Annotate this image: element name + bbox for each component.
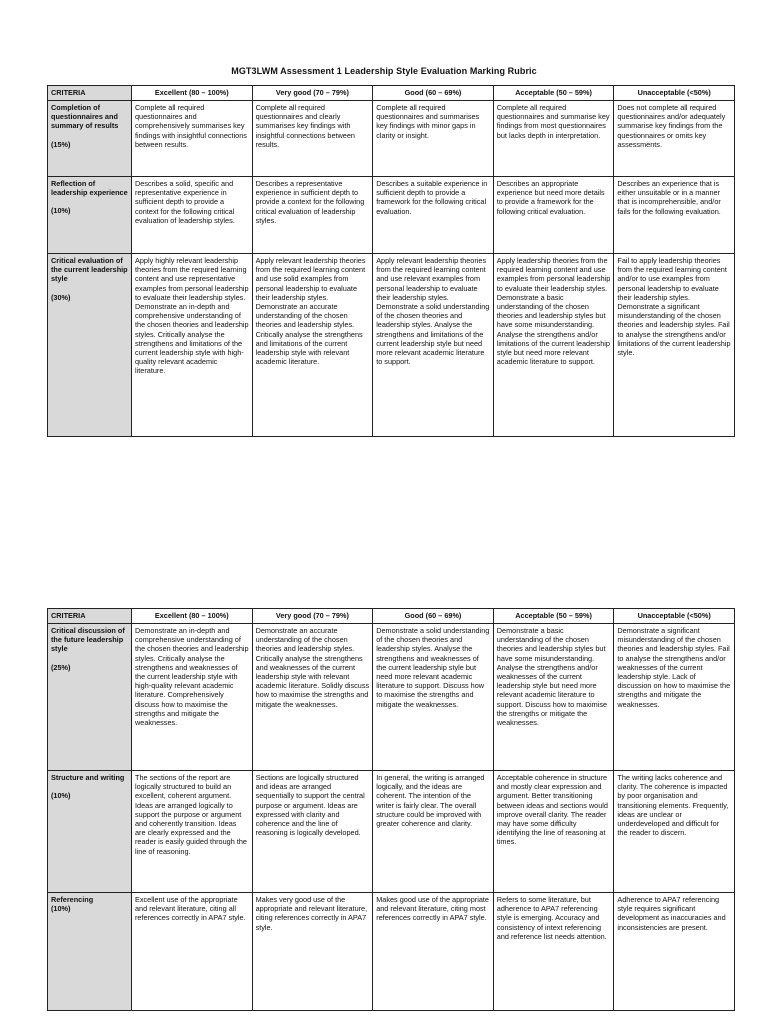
criterion-name: Structure and writing bbox=[51, 773, 125, 782]
criterion-weight: (10%) bbox=[51, 904, 71, 914]
header-unacceptable: Unacceptable (<50%) bbox=[614, 609, 735, 624]
descriptor-cell: Describes an experience that is either unsuitable or in a manner that is incomprehensible, and/or fails for the following evaluation. bbox=[614, 177, 735, 254]
table-row bbox=[48, 177, 735, 254]
criterion-weight: (10%) bbox=[51, 791, 71, 801]
descriptor-cell: Makes good use of the appropriate and relevant literature, citing most references correctly in APA7 style. bbox=[373, 893, 494, 1011]
descriptor-cell: Apply highly relevant leadership theories from the required learning content and use representative examples from personal leadership to evaluate their leadership styles. Demonstrate an in-depth and comprehensive understanding of the chosen theories and leadership styles. Critically analyse the strengthens and limitations of the current leadership style with high-quality relevant academic literature. bbox=[132, 254, 253, 437]
criterion-weight: (25%) bbox=[51, 662, 71, 672]
criterion-cell bbox=[48, 624, 132, 771]
criterion-cell bbox=[48, 177, 132, 254]
criterion-cell bbox=[48, 254, 132, 437]
descriptor-cell: Describes a representative experience in sufficient depth to provide a context for the following critical evaluation of leadership styles. bbox=[252, 177, 373, 254]
criterion-cell bbox=[48, 771, 132, 893]
header-acceptable: Acceptable (50 – 59%) bbox=[493, 609, 614, 624]
descriptor-cell: Demonstrate a basic understanding of the chosen theories and leadership styles but have some misunderstanding. Analyse the strengthens and/or weaknesses of the current leadership style but need more relevant academic literature to support. Discuss how to maximise the strengths or mitigate the weaknesses. bbox=[493, 624, 614, 771]
descriptor-cell: Describes a suitable experience in sufficient depth to provide a framework for the following critical evaluation. bbox=[373, 177, 494, 254]
criterion-weight: (30%) bbox=[51, 292, 71, 302]
header-unacceptable: Unacceptable (<50%) bbox=[614, 86, 735, 101]
header-very-good: Very good (70 – 79%) bbox=[252, 609, 373, 624]
descriptor-cell: Apply relevant leadership theories from the required learning content and use relevant examples from personal leadership to evaluate their leadership styles. Demonstrate a solid understanding of the chosen theories and leadership styles. Analyse the strengthens and limitations of the current leadership style but need more relevant academic literature to support. bbox=[373, 254, 494, 437]
descriptor-cell: The sections of the report are logically structured to build an excellent, coherent argument. Ideas are arranged logically to support the purpose or argument and coherently transition. Ideas are clearly expressed and the reader is easily guided through the line of reasoning. bbox=[132, 771, 253, 893]
descriptor-cell: Describes an appropriate experience but need more details to provide a framework for the following critical evaluation. bbox=[493, 177, 614, 254]
descriptor-cell: Fail to apply leadership theories from the required learning content and/or to use examples from personal leadership to evaluate their leadership styles. Demonstrate a significant misunderstanding of the chosen theories and leadership styles. Fail to analyse the strengthens and/or limitations of the current leadership style. bbox=[614, 254, 735, 437]
table-row bbox=[48, 624, 735, 771]
descriptor-cell: Sections are logically structured and ideas are arranged sequentially to support the central purpose or argument. Ideas are expressed with clarity and coherence and the line of reasoning is logically developed. bbox=[252, 771, 373, 893]
descriptor-cell: Complete all required questionnaires and summarise key findings from most questionnaires but lacks depth in interpretation. bbox=[493, 101, 614, 177]
document-title: MGT3LWM Assessment 1 Leadership Style Evaluation Marking Rubric bbox=[231, 66, 537, 76]
table-row bbox=[48, 771, 735, 893]
header-acceptable: Acceptable (50 – 59%) bbox=[493, 86, 614, 101]
descriptor-cell: Demonstrate a solid understanding of the chosen theories and leadership styles. Analyse the strengthens and weaknesses of the current leadership style but need more relevant academic literature to support. Discuss how to maximise the strengths and mitigate the weaknesses. bbox=[373, 624, 494, 771]
criterion-weight: (10%) bbox=[51, 206, 71, 216]
descriptor-cell: Does not complete all required questionnaires and/or adequately summarise key findings from the questionnaires or omits key assessments. bbox=[614, 101, 735, 177]
descriptor-cell: Complete all required questionnaires and clearly summarises key findings with insightful connections between results. bbox=[252, 101, 373, 177]
descriptor-cell: The writing lacks coherence and clarity. The coherence is impacted by poor organisation and transitioning elements. Frequently, ideas are unclear or underdeveloped and difficult for the reader to discern. bbox=[614, 771, 735, 893]
descriptor-cell: Acceptable coherence in structure and mostly clear expression and argument. Better transitioning between ideas and sections would improve overall clarity. The reader may have some difficulty identifying the line of reasoning at times. bbox=[493, 771, 614, 893]
criterion-name: Referencing bbox=[51, 895, 94, 904]
descriptor-cell: Describes a solid, specific and representative experience in sufficient depth to provide a context for the following critical evaluation of leadership styles. bbox=[132, 177, 253, 254]
descriptor-cell: Complete all required questionnaires and comprehensively summarises key findings with insightful connections between results. bbox=[132, 101, 253, 177]
header-row bbox=[48, 86, 735, 101]
criterion-weight: (15%) bbox=[51, 139, 71, 149]
header-criteria: CRITERIA bbox=[48, 609, 132, 624]
header-row bbox=[48, 609, 735, 624]
header-good: Good (60 – 69%) bbox=[373, 86, 494, 101]
criterion-cell bbox=[48, 101, 132, 177]
descriptor-cell: Excellent use of the appropriate and relevant literature, citing all references correctly in APA7 style. bbox=[132, 893, 253, 1011]
header-very-good: Very good (70 – 79%) bbox=[252, 86, 373, 101]
descriptor-cell: Apply relevant leadership theories from the required learning content and use solid examples from personal leadership to evaluate their leadership styles. Demonstrate an accurate understanding of the chosen theories and leadership styles. Critically analyse the strengthens and limitations of the current leadership style with relevant academic literature. bbox=[252, 254, 373, 437]
descriptor-cell: Apply leadership theories from the required learning content and use examples from personal leadership to evaluate their leadership styles. Demonstrate a basic understanding of the chosen theories and leadership styles but have some misunderstanding. Analyse the strengthens and/or limitations of the current leadership style but need more relevant academic literature to support. bbox=[493, 254, 614, 437]
rubric-table-1 bbox=[47, 85, 735, 437]
descriptor-cell: Demonstrate an accurate understanding of the chosen theories and leadership styles. Critically analyse the strengthens and weaknesses of the current leadership style with relevant academic literature. Solidly discuss how to maximise the strengths and mitigate the weaknesses. bbox=[252, 624, 373, 771]
header-excellent: Excellent (80 – 100%) bbox=[132, 609, 253, 624]
descriptor-cell: In general, the writing is arranged logically, and the ideas are coherent. The intention of the writer is fairly clear. The overall structure could be improved with greater coherence and clarity. bbox=[373, 771, 494, 893]
criterion-name: Reflection of leadership experience bbox=[51, 179, 128, 198]
descriptor-cell: Demonstrate an in-depth and comprehensive understanding of the chosen theories and leadership styles. Critically analyse the strengthens and weaknesses of the current leadership style with high-quality relevant academic literature. Comprehensively discuss how to maximise the strengths and mitigate the weaknesses. bbox=[132, 624, 253, 771]
header-good: Good (60 – 69%) bbox=[373, 609, 494, 624]
criterion-name: Completion of questionnaires and summary of results bbox=[51, 103, 119, 131]
descriptor-cell: Demonstrate a significant misunderstanding of the chosen theories and leadership styles. Fail to analyse the strengthens and/or weaknesses of the current leadership style. Lack of discussion on how to maximise the strengths and mitigate the weaknesses. bbox=[614, 624, 735, 771]
rubric-table-2 bbox=[47, 608, 735, 1011]
criterion-name: Critical discussion of the future leadership style bbox=[51, 626, 125, 654]
descriptor-cell: Refers to some literature, but adherence to APA7 referencing style is emerging. Accuracy and consistency of intext referencing and reference list needs attention. bbox=[493, 893, 614, 1011]
table-row bbox=[48, 254, 735, 437]
descriptor-cell: Complete all required questionnaires and summarises key findings with minor gaps in clarity or insight. bbox=[373, 101, 494, 177]
header-criteria: CRITERIA bbox=[48, 86, 132, 101]
descriptor-cell: Makes very good use of the appropriate and relevant literature, citing references correctly in APA7 style. bbox=[252, 893, 373, 1011]
descriptor-cell: Adherence to APA7 referencing style requires significant development as inaccuracies and inconsistencies are present. bbox=[614, 893, 735, 1011]
criterion-cell bbox=[48, 893, 132, 1011]
criterion-name: Critical evaluation of the current leadership style bbox=[51, 256, 128, 284]
header-excellent: Excellent (80 – 100%) bbox=[132, 86, 253, 101]
table-row bbox=[48, 893, 735, 1011]
table-row bbox=[48, 101, 735, 177]
